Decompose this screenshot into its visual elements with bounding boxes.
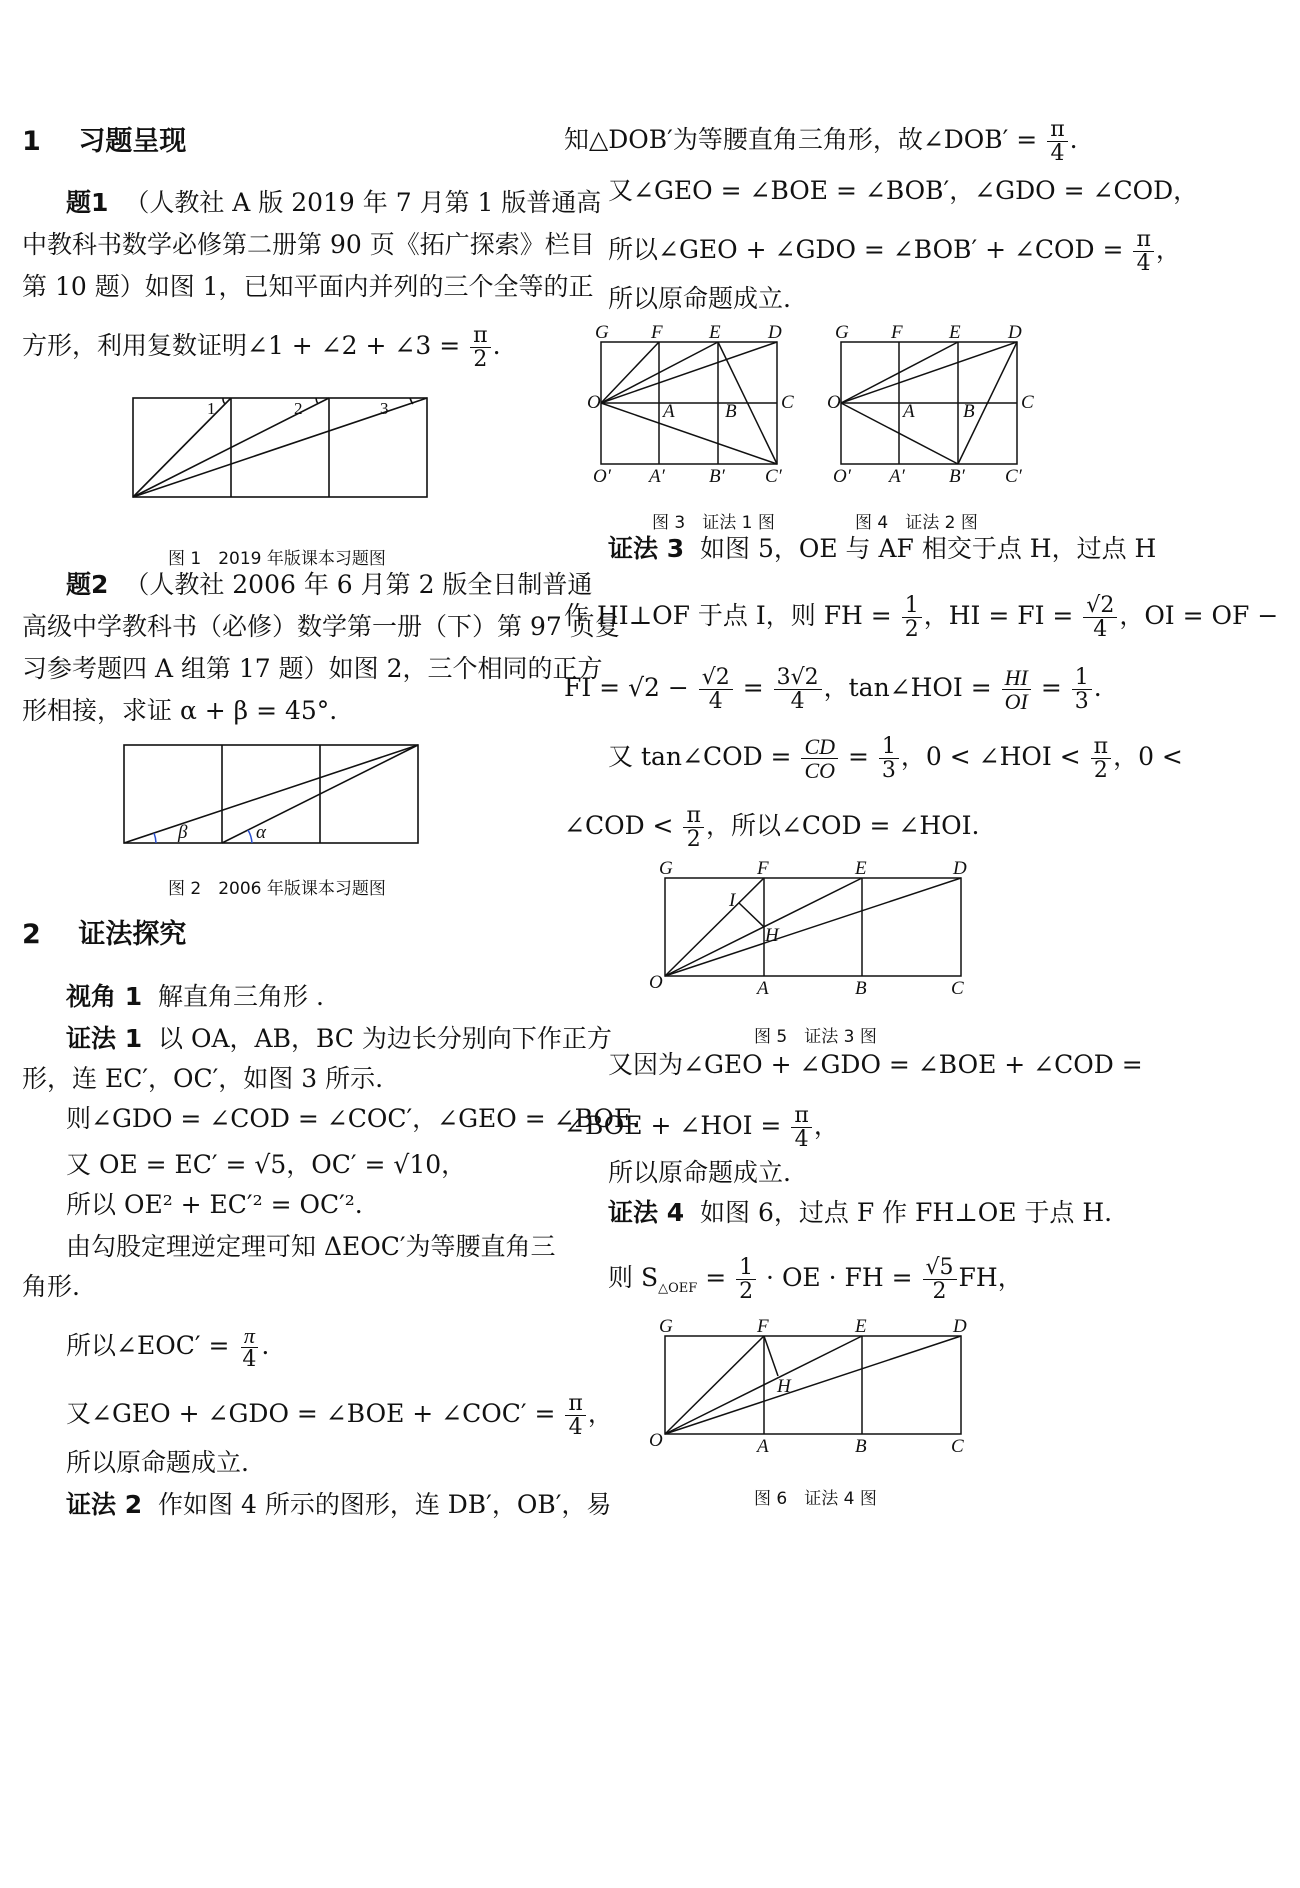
proof3b-line1: 又因为∠GEO + ∠GDO = ∠BOE + ∠COD = [608,1050,1143,1079]
proof3-line5: ∠COD < $\frac{\pi}{2}$ ，所以∠COD = ∠HOI. [564,803,980,853]
fig5-label-O: O [649,972,663,993]
section2-heading: 2 证法探究 [22,919,187,950]
fig4-label-Cp: C′ [1005,466,1022,484]
fig3-label-C: C [781,392,794,413]
fig2-caption: 图 2 2006 年版课本习题图 [168,879,386,899]
proof3-line3: FI = √2 − $\frac{√2}{4}$ = $\frac{3√2}{4}$ ，tan∠HOI = $\frac{HI}{OI}$ = $\frac{1}{3}$ . [564,665,1102,715]
problem1-line1: 题1 （人教社 A 版 2019 年 7 月第 1 版普通高 [66,188,602,217]
proof1-line2: 形，连 EC′，OC′，如图 3 所示. [22,1064,384,1093]
fig6-label-O: O [649,1430,663,1451]
proof3-line1: 证法 3 如图 5，OE 与 AF 相交于点 H，过点 H [608,534,1157,563]
figure-4 [825,322,1040,484]
fig3-label-D: D [768,322,782,343]
fig2-beta: β [178,822,188,843]
fig2-alpha: α [256,822,266,843]
fig4-label-Bp: B′ [949,466,965,484]
fig6-label-G: G [659,1316,673,1337]
fig5-label-G: G [659,858,673,879]
fig6-label-B: B [855,1436,867,1456]
fig5-caption: 图 5 证法 3 图 [754,1027,877,1047]
fig3-label-Op: O′ [593,466,611,484]
problem2-line4: 形相接，求证 α + β = 45°. [22,696,338,725]
fig3-label-B: B [725,401,737,422]
proof2-line4: 所以∠GEO + ∠GDO = ∠BOB′ + ∠COD = $\frac{\pi}{4}$ ， [608,227,1181,277]
proof4-line2: 则 $S_{\triangle OEF}$ = $\frac{1}{2}$ · OE · FH = $\frac{√5}{2}$ FH， [608,1255,1023,1305]
fig5-label-A: A [757,978,769,998]
proof1-line8: 所以∠EOC′ = $\frac{\pi}{4}$ . [66,1323,270,1373]
fig4-label-O: O [827,392,841,413]
fig3-label-Ap: A′ [649,466,665,484]
fig5-label-H: H [765,925,779,946]
fig5-label-B: B [855,978,867,998]
proof1-line6: 由勾股定理逆定理可知 ΔEOC′为等腰直角三 [66,1232,556,1261]
fig6-label-E: E [855,1316,867,1337]
fig3-label-E: E [709,322,721,343]
fig4-label-E: E [949,322,961,343]
fig1-angle-1: 1 [207,399,216,418]
fig6-label-D: D [953,1316,967,1337]
fig4-label-C: C [1021,392,1034,413]
figure-1 [130,395,430,500]
fig5-label-D: D [953,858,967,879]
section1-heading: 1 习题呈现 [22,126,187,157]
proof2-line1: 证法 2 作如图 4 所示的图形，连 DB′，OB′，易 [66,1490,612,1519]
view1-line: 视角 1 解直角三角形 . [66,982,324,1011]
proof1-line3: 则∠GDO = ∠COD = ∠COC′，∠GEO = ∠BOE. [66,1104,641,1133]
fig3-caption: 图 3 证法 1 图 [652,513,775,533]
figure-6 [645,1316,975,1456]
proof2-line3: 又∠GEO = ∠BOE = ∠BOB′，∠GDO = ∠COD， [608,176,1199,205]
proof2-line5: 所以原命题成立. [608,284,791,313]
fig6-label-F: F [757,1316,769,1337]
fig1-caption: 图 1 2019 年版课本习题图 [168,549,386,569]
fig1-angle-3: 3 [380,399,389,418]
figure-2 [120,742,422,846]
fig5-label-F: F [757,858,769,879]
fig6-label-C: C [951,1436,964,1456]
fig4-label-Op: O′ [833,466,851,484]
proof1-line7: 角形. [22,1272,80,1301]
fig1-angle-2: 2 [294,399,303,418]
fig4-label-Ap: A′ [889,466,905,484]
problem2-line2: 高级中学教科书（必修）数学第一册（下）第 97 页复 [22,612,620,641]
fig3-label-G: G [595,322,609,343]
problem1-line3: 第 10 题）如图 1，已知平面内并列的三个全等的正 [22,272,594,301]
fig6-caption: 图 6 证法 4 图 [754,1489,877,1509]
proof1-line1: 证法 1 以 OA，AB，BC 为边长分别向下作正方 [66,1024,612,1053]
proof3b-line3: 所以原命题成立. [608,1158,791,1187]
problem1-line4: 方形，利用复数证明∠1 + ∠2 + ∠3 = $\frac{\pi}{2}$ . [22,323,501,373]
fig4-caption: 图 4 证法 2 图 [855,513,978,533]
problem2-line3: 习参考题四 A 组第 17 题）如图 2，三个相同的正方 [22,654,603,683]
figure-3 [585,322,800,484]
fig4-label-A: A [903,401,915,422]
proof3-line4: 又 tan∠COD = $\frac{CD}{CO}$ = $\frac{1}{3}$ ，0 < ∠HOI < $\frac{\pi}{2}$ ，0 < [608,734,1183,784]
fig3-label-Bp: B′ [709,466,725,484]
fig4-label-G: G [835,322,849,343]
fig5-label-C: C [951,978,964,998]
proof3b-line2: ∠BOE + ∠HOI = $\frac{\pi}{4}$ ， [564,1103,839,1153]
proof1-line5: 所以 OE² + EC′² = OC′². [66,1190,363,1219]
problem2-line1: 题2 （人教社 2006 年 6 月第 2 版全日制普通 [66,570,593,599]
fig4-label-B: B [963,401,975,422]
fig3-label-Cp: C′ [765,466,782,484]
proof3-line2: 作 HI⊥OF 于点 I，则 FH = $\frac{1}{2}$ ，HI = FI = $\frac{√2}{4}$ ，OI = OF − [564,593,1279,643]
proof1-line10: 所以原命题成立. [66,1448,249,1477]
proof2-line2: 知△DOB′为等腰直角三角形，故∠DOB′ = $\frac{\pi}{4}$ . [564,117,1078,167]
fig5-label-I: I [729,890,736,911]
problem1-line2: 中教科书数学必修第二册第 90 页《拓广探索》栏目 [22,230,595,259]
proof4-line1: 证法 4 如图 6，过点 F 作 FH⊥OE 于点 H. [608,1198,1113,1227]
fig4-label-F: F [891,322,903,343]
fig4-label-D: D [1008,322,1022,343]
figure-5 [645,858,975,998]
proof1-line4: 又 OE = EC′ = √5，OC′ = √10， [66,1150,467,1179]
fig3-label-O: O [587,392,601,413]
proof1-line9: 又∠GEO + ∠GDO = ∠BOE + ∠COC′ = $\frac{\pi}{4}$ ， [66,1391,613,1441]
fig3-label-A: A [663,401,675,422]
fig6-label-H: H [777,1376,791,1397]
fig3-label-F: F [651,322,663,343]
fig5-label-E: E [855,858,867,879]
fig6-label-A: A [757,1436,769,1456]
